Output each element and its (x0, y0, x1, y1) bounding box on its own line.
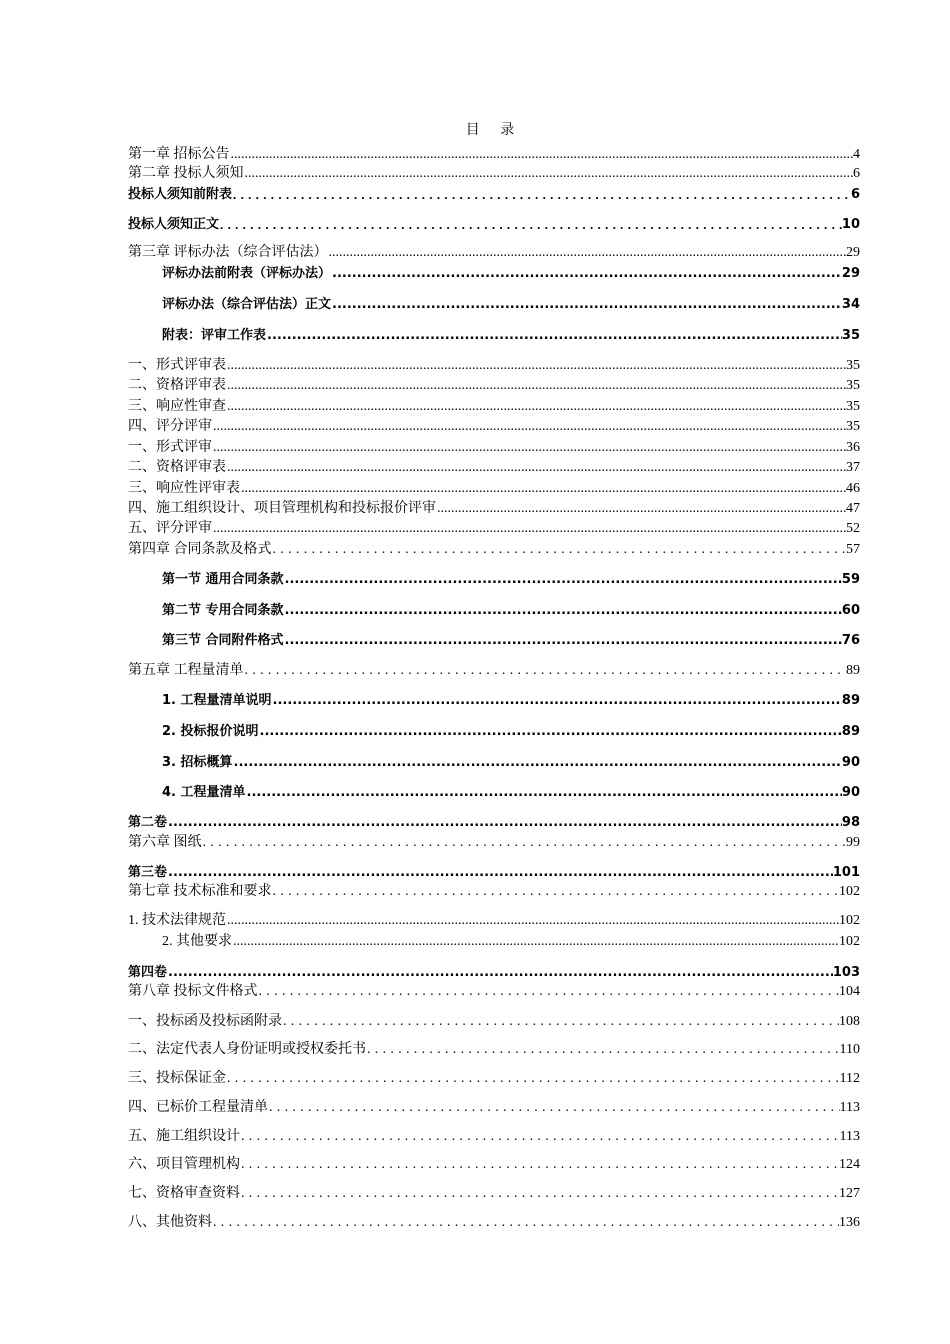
toc-leader-dots (259, 985, 840, 999)
toc-entry-page-number: 101 (832, 865, 860, 880)
toc-entry[interactable] (128, 1185, 860, 1201)
toc-entry[interactable] (128, 863, 860, 879)
toc-entry[interactable] (128, 1099, 860, 1115)
toc-leader-dots (227, 359, 846, 373)
toc-leader-dots (227, 914, 839, 928)
toc-entry-label: 二、法定代表人身份证明或授权委托书 (128, 1042, 366, 1057)
toc-leader-dots (227, 400, 846, 414)
toc-entry-page-number: 46 (846, 481, 860, 496)
toc-entry[interactable] (128, 377, 860, 393)
toc-entry[interactable] (128, 662, 860, 678)
toc-entry-page-number: 90 (841, 755, 860, 770)
toc-entry[interactable] (128, 459, 860, 475)
toc-entry-label: 第四卷 (128, 965, 168, 980)
toc-leader-dots (283, 1015, 839, 1029)
toc-entry-page-number: 57 (846, 542, 860, 557)
toc-entry-page-number: 35 (841, 328, 860, 343)
toc-leader-dots (437, 502, 846, 516)
toc-entry[interactable] (128, 1156, 860, 1172)
toc-entry-page-number: 35 (846, 358, 860, 373)
toc-entry[interactable] (162, 691, 860, 707)
toc-entry-page-number: 108 (839, 1014, 860, 1029)
toc-entry-page-number: 102 (839, 913, 860, 928)
toc-entry-label: 第六章 图纸 (128, 835, 202, 850)
toc-entry[interactable] (128, 834, 860, 850)
toc-entry-page-number: 35 (846, 419, 860, 434)
toc-leader-dots (245, 664, 847, 678)
toc-entry-label: 四、评分评审 (128, 419, 212, 434)
toc-entry[interactable] (128, 165, 860, 181)
toc-entry[interactable] (128, 541, 860, 557)
toc-entry-page-number: 102 (839, 884, 860, 899)
toc-entry-page-number: 89 (841, 693, 860, 708)
toc-leader-dots (329, 246, 847, 260)
toc-entry[interactable] (128, 357, 860, 373)
toc-entry-page-number: 4 (853, 147, 860, 162)
toc-leader-dots (273, 694, 842, 707)
toc-leader-dots (213, 441, 846, 455)
toc-entry-label: 1. 工程量清单说明 (162, 693, 272, 708)
toc-entry-label: 二、资格评审表 (128, 378, 226, 393)
toc-entry-page-number: 103 (832, 965, 860, 980)
toc-entry-page-number: 136 (839, 1215, 860, 1230)
toc-entry-label: 第七章 技术标准和要求 (128, 884, 272, 899)
toc-entry-page-number: 37 (846, 460, 860, 475)
toc-entry[interactable] (128, 1128, 860, 1144)
toc-leader-dots (245, 167, 854, 181)
toc-entry[interactable] (128, 398, 860, 414)
toc-entry[interactable] (128, 1070, 860, 1086)
toc-entry-page-number: 76 (841, 633, 860, 648)
toc-entry-page-number: 6 (853, 166, 860, 181)
toc-entry-page-number: 34 (841, 297, 860, 312)
toc-entry[interactable] (128, 883, 860, 899)
toc-leader-dots (168, 816, 842, 829)
toc-leader-dots (213, 420, 846, 434)
toc-entry-label: 第八章 投标文件格式 (128, 984, 258, 999)
toc-leader-dots (227, 461, 846, 475)
toc-entry-page-number: 102 (839, 934, 860, 949)
toc-entry[interactable] (128, 244, 860, 260)
toc-leader-dots (273, 543, 847, 557)
toc-leader-dots (273, 885, 840, 899)
toc-entry-label: 3. 招标概算 (162, 755, 233, 770)
toc-leader-dots (241, 482, 846, 496)
toc-entry-page-number: 35 (846, 399, 860, 414)
toc-leader-dots (260, 725, 842, 738)
toc-entry[interactable] (128, 520, 860, 536)
toc-leader-dots (367, 1043, 840, 1057)
toc-entry-label: 二、资格评审表 (128, 460, 226, 475)
toc-leader-dots (247, 786, 842, 799)
toc-entry[interactable] (128, 418, 860, 434)
toc-leader-dots (227, 379, 846, 393)
toc-entry[interactable] (128, 963, 860, 979)
toc-entry-label: 五、评分评审 (128, 521, 212, 536)
toc-entry-label: 4. 工程量清单 (162, 785, 246, 800)
toc-entry-label: 三、投标保证金 (128, 1071, 226, 1086)
toc-entry[interactable] (128, 215, 860, 231)
toc-entry-label: 投标人须知前附表 (128, 187, 233, 202)
toc-entry-label: 1. 技术法律规范 (128, 913, 226, 928)
toc-leader-dots (213, 522, 846, 536)
toc-entry[interactable] (128, 1013, 860, 1029)
toc-entry-label: 2. 投标报价说明 (162, 724, 259, 739)
toc-entry-page-number: 113 (839, 1129, 860, 1144)
toc-entry-page-number: 90 (841, 785, 860, 800)
toc-leader-dots (332, 298, 842, 311)
toc-entry-label: 一、投标函及投标函附录 (128, 1014, 282, 1029)
toc-leader-dots (285, 573, 842, 586)
toc-leader-dots (233, 935, 839, 949)
toc-entry[interactable] (162, 570, 860, 586)
toc-entry-page-number: 29 (846, 245, 860, 260)
toc-entry[interactable] (128, 500, 860, 516)
toc-entry-label: 第三卷 (128, 865, 168, 880)
toc-entry-label: 第二章 投标人须知 (128, 166, 244, 181)
toc-entry[interactable] (128, 439, 860, 455)
toc-entry-page-number: 60 (841, 603, 860, 618)
toc-entry[interactable] (128, 813, 860, 829)
toc-entry-label: 附表：评审工作表 (162, 328, 267, 343)
toc-entry[interactable] (162, 326, 860, 342)
toc-entry[interactable] (128, 912, 860, 928)
toc-entry-label: 七、资格审查资料 (128, 1186, 240, 1201)
toc-entry-label: 第二卷 (128, 815, 168, 830)
toc-entry[interactable] (162, 295, 860, 311)
toc-entry-label: 六、项目管理机构 (128, 1157, 240, 1172)
toc-leader-dots (241, 1130, 840, 1144)
toc-entry-page-number: 10 (841, 217, 860, 232)
toc-entry[interactable] (162, 264, 860, 280)
toc-leader-dots (285, 634, 842, 647)
toc-entry[interactable] (162, 783, 860, 799)
toc-entry[interactable] (162, 933, 860, 949)
toc-entry[interactable] (128, 185, 860, 201)
toc-entry-page-number: 29 (841, 266, 860, 281)
toc-entry[interactable] (128, 480, 860, 496)
toc-entry-label: 第四章 合同条款及格式 (128, 542, 272, 557)
toc-leader-dots (332, 267, 842, 280)
toc-entry[interactable] (128, 983, 860, 999)
toc-entry-label: 三、响应性评审表 (128, 481, 240, 496)
toc-leader-dots (241, 1158, 839, 1172)
toc-entry-label: 第三节 合同附件格式 (162, 633, 284, 648)
toc-leader-dots (269, 1101, 840, 1115)
toc-entry-page-number: 98 (841, 815, 860, 830)
toc-entry-page-number: 127 (839, 1186, 860, 1201)
toc-entry-label: 四、施工组织设计、项目管理机构和投标报价评审 (128, 501, 436, 516)
toc-title: 目 录 (465, 122, 523, 138)
toc-leader-dots (285, 604, 842, 617)
toc-entry-page-number: 47 (846, 501, 860, 516)
toc-entry-label: 2. 其他要求 (162, 934, 232, 949)
toc-entry-page-number: 124 (839, 1157, 860, 1172)
toc-leader-dots (267, 329, 842, 342)
toc-entry-label: 第三章 评标办法（综合评估法） (128, 245, 328, 260)
toc-leader-dots (231, 148, 854, 162)
toc-leader-dots (241, 1187, 839, 1201)
toc-leader-dots (233, 188, 851, 201)
toc-entry-label: 三、响应性审查 (128, 399, 226, 414)
toc-entry-page-number: 99 (846, 835, 860, 850)
toc-entry[interactable] (162, 601, 860, 617)
toc-entry-label: 第一节 通用合同条款 (162, 572, 284, 587)
toc-entry[interactable] (162, 722, 860, 738)
toc-entry[interactable] (128, 1214, 860, 1230)
toc-entry-page-number: 52 (846, 521, 860, 536)
toc-entry-page-number: 104 (839, 984, 860, 999)
toc-leader-dots (168, 966, 833, 979)
toc-entry-page-number: 113 (839, 1100, 860, 1115)
toc-entry-page-number: 36 (846, 440, 860, 455)
toc-entry-page-number: 112 (839, 1071, 860, 1086)
toc-entry-label: 五、施工组织设计 (128, 1129, 240, 1144)
toc-entry-page-number: 110 (839, 1042, 860, 1057)
toc-entry-label: 四、已标价工程量清单 (128, 1100, 268, 1115)
toc-leader-dots (220, 218, 842, 231)
toc-entry-label: 第二节 专用合同条款 (162, 603, 284, 618)
toc-leader-dots (168, 866, 833, 879)
toc-entry-label: 八、其他资料 (128, 1215, 212, 1230)
toc-entry-label: 评标办法（综合评估法）正文 (162, 297, 332, 312)
toc-entry-page-number: 89 (846, 663, 860, 678)
toc-entry[interactable] (162, 631, 860, 647)
toc-entry-label: 评标办法前附表（评标办法） (162, 266, 332, 281)
toc-leader-dots (203, 836, 847, 850)
toc-leader-dots (227, 1072, 840, 1086)
toc-entry-page-number: 59 (841, 572, 860, 587)
toc-entry-page-number: 35 (846, 378, 860, 393)
toc-entry[interactable] (162, 753, 860, 769)
toc-entry-page-number: 89 (841, 724, 860, 739)
toc-entry[interactable] (128, 146, 860, 162)
toc-entry[interactable] (128, 1041, 860, 1057)
toc-leader-dots (234, 756, 842, 769)
toc-entry-label: 一、形式评审表 (128, 358, 226, 373)
toc-entry-label: 第五章 工程量清单 (128, 663, 244, 678)
toc-entry-label: 投标人须知正文 (128, 217, 220, 232)
toc-entry-label: 一、形式评审 (128, 440, 212, 455)
toc-entry-label: 第一章 招标公告 (128, 147, 230, 162)
toc-leader-dots (213, 1216, 839, 1230)
toc-entry-page-number: 6 (850, 187, 860, 202)
